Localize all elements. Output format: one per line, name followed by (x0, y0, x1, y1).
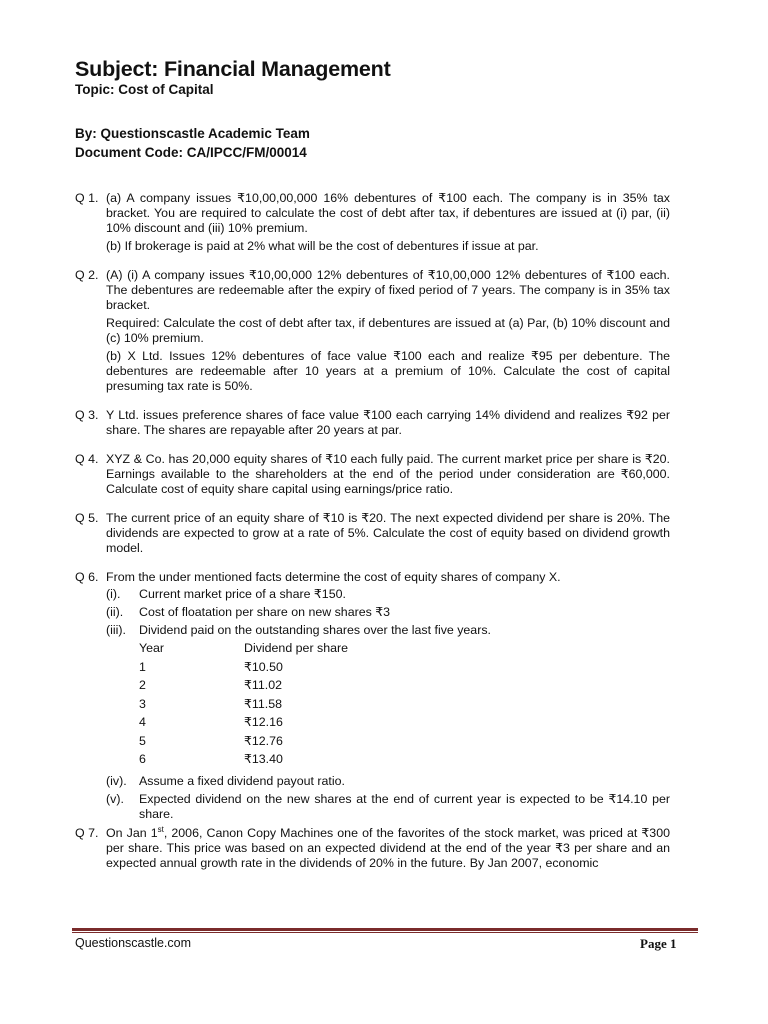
item-number: (ii). (106, 605, 124, 619)
table-cell: 4 (139, 715, 146, 729)
question-text: (a) A company issues ₹10,00,00,000 16% debentures of ₹100 each. The company is in 35% tax bracket. You are required to calculate the cost of debt after tax, if debentures are issued at (i) par, (ii) 10% discount and (iii) 10% premium. (106, 191, 670, 235)
question-text: XYZ & Co. has 20,000 equity shares of ₹10 each fully paid. The current market price per share is ₹20. Earnings available to the shareholders at the end of the period under consideration are ₹60,000. Calculate cost of equity share capital using earnings/price ratio. (106, 452, 670, 496)
question-text: (b) If brokerage is paid at 2% what will be the cost of debentures if issue at par. (106, 239, 539, 253)
question-text-part: , 2006, Canon Copy Machines one of the favorites of the stock market, was priced at ₹300 per share. This price was based on an expected dividend at the end of the year ₹3 per share and an expected annual growth rate in the dividends of 20% in the future. By Jan 2007, economic (106, 825, 670, 870)
question-number: Q 1. (75, 191, 99, 205)
item-number: (iv). (106, 773, 127, 788)
table-row (139, 660, 670, 679)
item-text: Dividend paid on the outstanding shares over the last five years. (139, 623, 491, 637)
item-number: (iii). (106, 623, 126, 637)
question-1 (75, 191, 670, 254)
footer-divider (72, 928, 698, 931)
table-cell: 6 (139, 752, 146, 766)
question-6 (75, 570, 670, 822)
question-2 (75, 268, 670, 394)
table-cell: 1 (139, 659, 146, 674)
list-item (106, 605, 670, 620)
question-number: Q 3. (75, 408, 99, 422)
table-row (139, 678, 670, 697)
table-row (139, 697, 670, 716)
question-4 (75, 452, 670, 497)
table-cell: ₹10.50 (244, 659, 283, 674)
table-cell: ₹11.02 (244, 678, 282, 692)
question-number: Q 6. (75, 570, 99, 584)
question-number: Q 5. (75, 511, 99, 525)
list-item (106, 623, 670, 638)
question-text: The current price of an equity share of ₹10 is ₹20. The next expected dividend per share is 20%. The dividends are expected to grow at a rate of 5%. Calculate the cost of equity based on dividend growth model. (106, 511, 670, 555)
table-row (139, 715, 670, 734)
topic-title: Topic: Cost of Capital (75, 82, 214, 97)
question-7 (75, 826, 670, 871)
table-cell: 5 (139, 733, 146, 748)
item-text: Assume a fixed dividend payout ratio. (139, 773, 345, 788)
table-header-row (139, 641, 670, 660)
column-header-year: Year (139, 641, 165, 655)
item-text: Cost of floatation per share on new shares ₹3 (139, 605, 391, 619)
question-number: Q 4. (75, 452, 99, 466)
item-number: (i). (106, 587, 121, 601)
table-row (139, 734, 670, 753)
dividend-table (139, 641, 670, 771)
item-text: Current market price of a share ₹150. (139, 587, 346, 601)
question-3 (75, 408, 670, 438)
list-item (106, 774, 670, 789)
document-code: Document Code: CA/IPCC/FM/00014 (75, 145, 307, 160)
table-cell: ₹13.40 (244, 752, 283, 766)
question-number: Q 2. (75, 268, 99, 282)
question-text (106, 826, 670, 871)
table-row (139, 752, 670, 771)
item-number: (v). (106, 791, 124, 806)
question-text: From the under mentioned facts determine the cost of equity shares of company X. (106, 570, 561, 584)
table-cell: ₹11.58 (244, 696, 282, 711)
question-text: Required: Calculate the cost of debt after tax, if debentures are issued at (a) Par, (b) 10% discount and (c) 10% premium. (106, 316, 670, 345)
question-text-part: On Jan 1 (106, 825, 158, 840)
question-number: Q 7. (75, 825, 99, 840)
item-text: Expected dividend on the new shares at the end of current year is expected to be ₹14.10 per share. (139, 791, 670, 821)
question-list (75, 191, 670, 871)
footer-divider-thin (72, 932, 698, 933)
table-cell: 3 (139, 696, 146, 711)
question-text: (A) (i) A company issues ₹10,00,000 12% debentures of ₹10,00,000 12% debentures of ₹100 each. The debentures are redeemable after the expiry of fixed period of 7 years. The company is in 35% tax bracket. (106, 268, 670, 312)
subject-title: Subject: Financial Management (75, 57, 391, 81)
ordinal-suffix: st (157, 824, 164, 834)
table-cell: ₹12.16 (244, 715, 283, 729)
list-item (106, 587, 670, 602)
question-text: Y Ltd. issues preference shares of face value ₹100 each carrying 14% dividend and realizes ₹92 per share. The shares are repayable after 20 years at par. (106, 408, 670, 437)
table-cell: ₹12.76 (244, 733, 283, 748)
question-5 (75, 511, 670, 556)
table-cell: 2 (139, 678, 146, 692)
column-header-dividend: Dividend per share (244, 641, 349, 655)
list-item (106, 792, 670, 822)
footer-site: Questionscastle.com (75, 936, 192, 950)
question-text: (b) X Ltd. Issues 12% debentures of face value ₹100 each and realize ₹95 per debenture. The debentures are redeemable after 10 years at a premium of 10%. Calculate the cost of capital presuming tax rate is 50%. (106, 349, 670, 393)
page-number: Page 1 (640, 936, 677, 951)
author-line: By: Questionscastle Academic Team (75, 126, 310, 141)
